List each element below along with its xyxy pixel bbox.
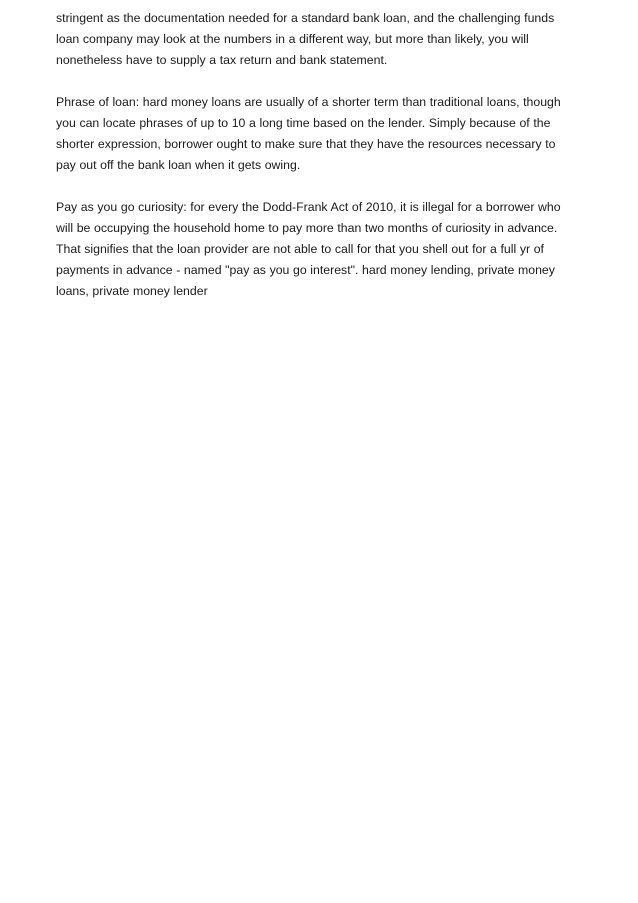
- text-line: you can locate phrases of up to 10 a long time based on the lender. Simply because of the: [56, 116, 551, 130]
- text-line: shorter expression, borrower ought to make sure that they have the resources necessary to: [56, 137, 556, 151]
- text-line: loan company may look at the numbers in a different way, but more than likely, you will: [56, 32, 529, 46]
- text-line: will be occupying the household home to pay more than two months of curiosity in advance.: [56, 221, 558, 235]
- text-line: Phrase of loan: hard money loans are usually of a shorter term than traditional loans, though: [56, 95, 561, 109]
- text-line: loans, private money lender: [56, 284, 208, 298]
- text-line: Pay as you go curiosity: for every the Dodd-Frank Act of 2010, it is illegal for a borrower who: [56, 200, 561, 214]
- text-line: nonetheless have to supply a tax return and bank statement.: [56, 53, 388, 67]
- text-line: That signifies that the loan provider are not able to call for that you shell out for a full yr of: [56, 242, 544, 256]
- document-body: [56, 8, 586, 323]
- text-line: payments in advance - named "pay as you go interest". hard money lending, private money: [56, 263, 555, 277]
- paragraph-documentation: [56, 8, 586, 71]
- paragraph-phrase-of-loan: [56, 92, 586, 176]
- paragraph-prepaid-interest: [56, 197, 586, 302]
- text-line: stringent as the documentation needed for a standard bank loan, and the challenging funds: [56, 11, 555, 25]
- text-line: pay out off the bank loan when it gets owing.: [56, 158, 301, 172]
